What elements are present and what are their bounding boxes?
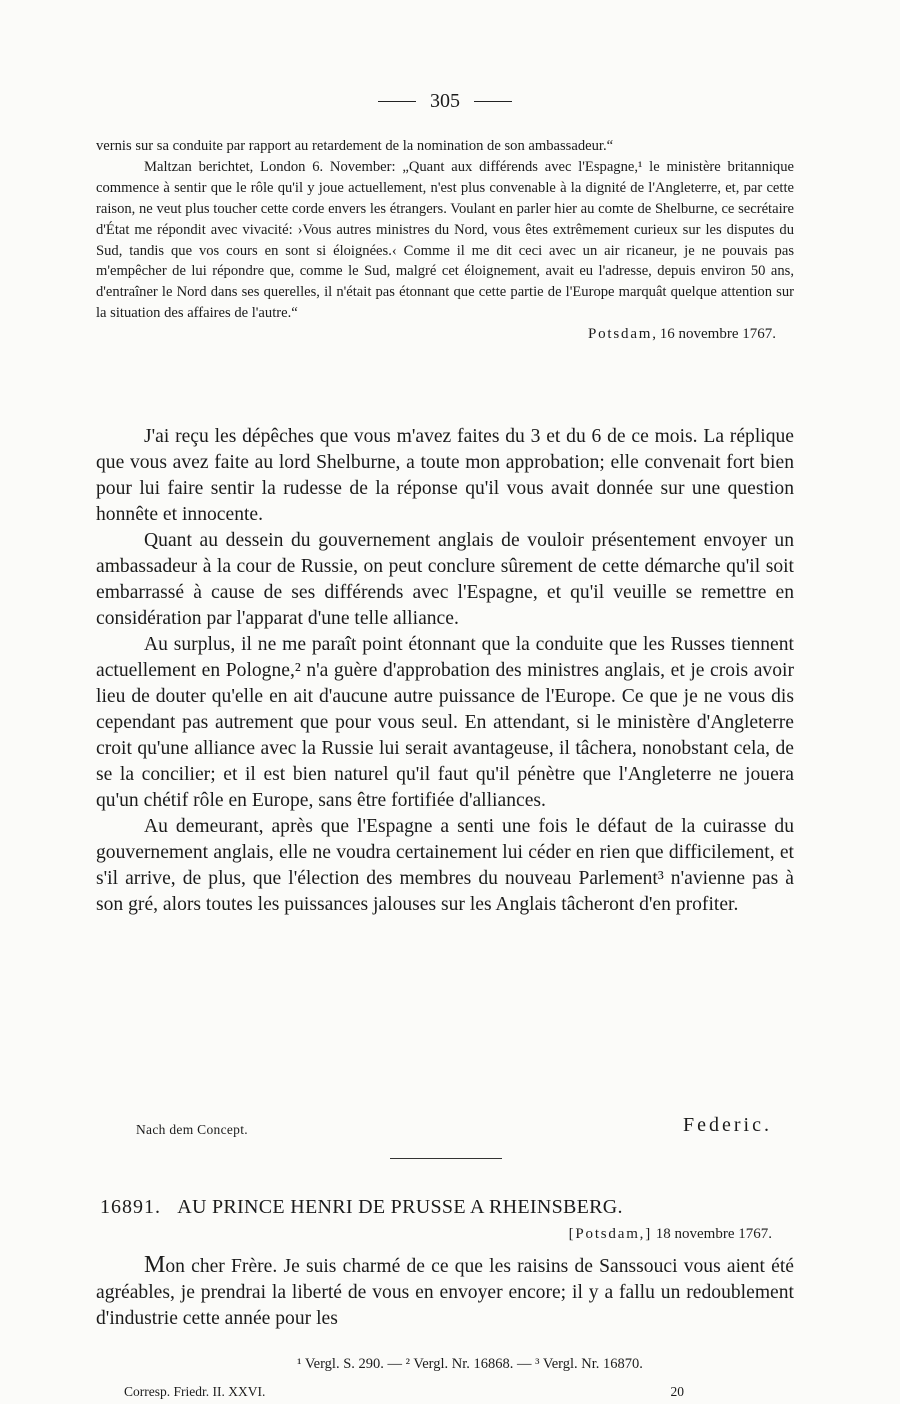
quote-paragraph-2: Maltzan berichtet, London 6. November: „Quant aux différends avec l'Espagne,¹ le ministère britannique commence à sentir que le rôle qu'il y joue actuellement, n'est plus convenable à la dignité de l'Angleterre, et, par cette raison, ne veut plus toucher cette corde envers les étrangers. Voulant en parler hier au comte de Shelburne, ce secrétaire d'État me répondit avec vivacité: ›Vous autres ministres du Nord, vous êtes extrêmement curieux sur les disputes du Sud, tandis que vos cours en sont si éloignées.‹ Comme il me dit ceci avec un air ricaneur, je ne pouvais pas m'empêcher de lui répondre que, comme le Sud, malgré cet éloignement, avait eu l'adresse, depuis environ 50 ans, d'entraîner le Nord dans ses querelles, il n'était pas étonnant que cette partie de l'Europe marquât quelque attention sur la situation des affaires de l'autre.“ — [96, 158, 794, 322]
footer-sheet-number: 20 — [670, 1384, 684, 1399]
dateline-place: Potsdam — [587, 326, 653, 343]
dateline-date: , 16 novembre 1767. — [652, 326, 776, 343]
letter-paragraph-4: Au demeurant, après que l'Espagne a senti une fois le défaut de la cuirasse du gouvernement anglais, elle ne voudra certainement lui céder en rien que difficilement, et s'il arrive, de plus, que l'élection des membres du nouveau Parlement³ n'avienne pas à son gré, alors toutes les puissances jalouses sur les Anglais tâcheront d'en profiter. — [96, 816, 794, 915]
footnotes: ¹ Vergl. S. 290. — ² Vergl. Nr. 16868. — ³ Vergl. Nr. 16870. — [297, 1356, 643, 1372]
next-letter-text: on cher Frère. Je suis charmé de ce que les raisins de Sanssouci vous aient été agréables, je prendrai la liberté de vous en envoyer encore; il y a fallu un redoublement d'industrie cette année pour les — [96, 1256, 794, 1329]
next-letter-date — [569, 1226, 772, 1243]
next-letter-paragraph — [96, 1252, 794, 1332]
letter-paragraph-1: J'ai reçu les dépêches que vous m'avez faites du 3 et du 6 de ce mois. La réplique que vous avez faite au lord Shelburne, a toute mon approbation; elle convenait fort bien pour lui faire sentir la rudesse de la réponse qu'il vous avait donnée sur une question honnête et innocente. — [96, 426, 794, 525]
letter-number: 16891. — [100, 1196, 161, 1218]
next-letter-date-text: 18 novembre 1767. — [655, 1226, 772, 1242]
next-letter-place: [Potsdam,] — [568, 1226, 653, 1242]
footer-signature-mark: Corresp. Friedr. II. XXVI. — [124, 1384, 266, 1399]
quoted-report — [96, 136, 794, 345]
page-number: 305 — [430, 89, 460, 112]
letter-paragraph-2: Quant au dessein du gouvernement anglais de vouloir présentement envoyer un ambassadeur à la cour de Russie, on peut conclure sûrement de cette démarche qu'il soit embarrassé à cause de ses différends avec l'Espagne, et qu'il veuille se remettre en considération par l'apparat d'une telle alliance. — [96, 530, 794, 629]
header-rule-left — [378, 101, 416, 102]
signature-row — [96, 1108, 794, 1148]
letter-paragraph-3: Au surplus, il ne me paraît point étonnant que la conduite que les Russes tiennent actuellement en Pologne,² n'a guère d'approbation des ministres anglais, et je crois avoir lieu de douter qu'elle en ait d'aucune autre puissance de l'Europe. Ce que je ne vous dis cependant pas autrement que pour vous seul. En attendant, si le ministère d'Angleterre croit qu'une alliance avec la Russie lui serait avantageuse, il tâchera, nonobstant cela, de se la concilier; et il est bien naturel qu'il faut qu'il pénètre que l'Angleterre ne jouera qu'un chétif rôle en Europe, sans être fortifiée d'alliances. — [96, 634, 794, 811]
page-footer — [124, 1384, 684, 1400]
signature: Federic. — [683, 1114, 772, 1136]
page-header — [96, 86, 794, 116]
letter-body — [96, 424, 794, 918]
next-letter-body — [96, 1252, 794, 1332]
next-letter-heading — [96, 1196, 794, 1219]
quote-paragraph-1: vernis sur sa conduite par rapport au retardement de la nomination de son ambassadeur.“ — [96, 138, 614, 154]
header-rule-right — [474, 101, 512, 102]
section-divider — [390, 1158, 502, 1159]
dateline — [96, 324, 794, 345]
letter-title: AU PRINCE HENRI DE PRUSSE A RHEINSBERG. — [177, 1196, 623, 1218]
initial-letter: M — [144, 1252, 166, 1278]
concept-note: Nach dem Concept. — [136, 1122, 248, 1137]
